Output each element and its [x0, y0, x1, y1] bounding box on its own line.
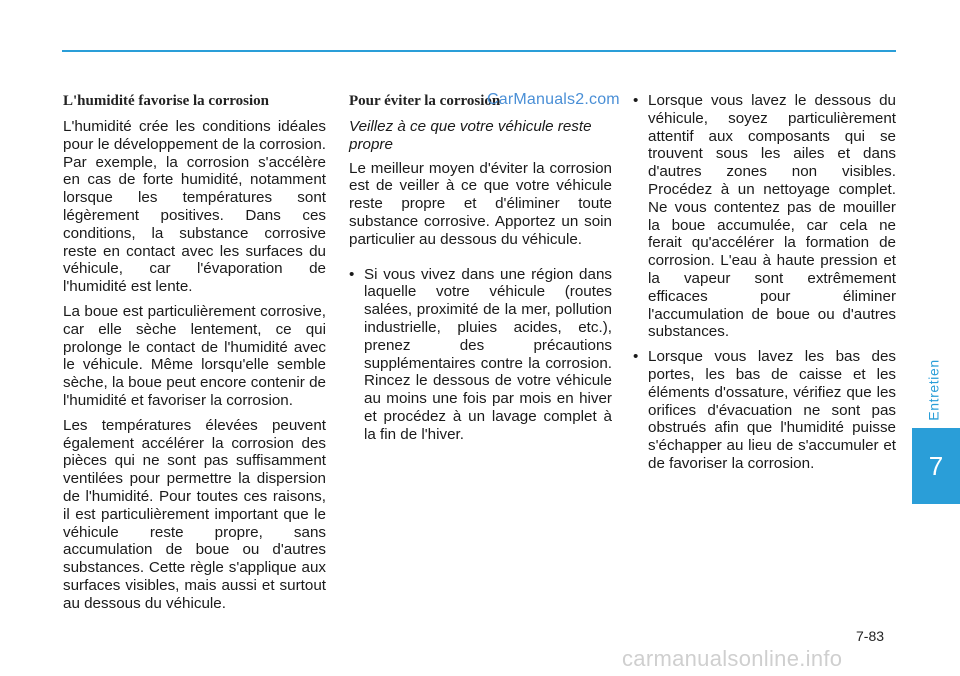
list-item: [633, 92, 896, 341]
paragraph: Les températures élevées peuvent également accélérer la corrosion des pièces qui ne sont pas suffisamment ventilées pour permettre la dispersion de l'humidité. Pour toutes ces raisons, il est particulièrement important que le véhicule reste propre, sans accumulation de boue ou d'autres substances. Cette règle s'applique aux surfaces visibles, mais aussi et surtout au dessous du véhicule.: [63, 416, 326, 612]
paragraph: La boue est particulièrement corrosive, car elle sèche lentement, ce qui prolonge le contact de l'humidité avec le véhicule. Même lorsqu'elle semble sèche, la boue peut encore contenir de l'humidité et favoriser la corrosion.: [63, 302, 326, 409]
column-1: [63, 92, 326, 620]
chapter-number-box: [912, 428, 960, 504]
watermark-carmanualsonline: carmanualsonline.info: [622, 646, 843, 671]
bullet-list: [633, 92, 896, 473]
column-2: [349, 92, 612, 451]
paragraph: L'humidité crée les conditions idéales pour le développement de la corrosion. Par exemple, la corrosion s'accélère en cas de forte humidité, notamment lorsque les températures sont légèrement positives. Dans ces conditions, la substance corrosive reste en contact avec les surfaces du véhicule, car l'évaporation de l'humidité est lente.: [63, 118, 326, 296]
section-heading-prevent-corrosion: Pour éviter la corrosion: [349, 93, 501, 109]
list-item-text: Lorsque vous lavez les bas des portes, les bas de caisse et les éléments d'ossature, vérifiez que les orifices d'évacuation ne sont pas obstrués afin que l'humidité puisse s'échapper au lieu de s'accumuler et de favoriser la corrosion.: [648, 348, 896, 472]
chapter-tab-label: [914, 340, 954, 440]
chapter-tab-text: Entretien: [926, 359, 942, 421]
list-item-text: Lorsque vous lavez le dessous du véhicule, soyez particulièrement attentif aux composants qui se trouvent sous les ailes et dans d'autres zones non visibles. Procédez à un nettoyage complet. Ne vous contentez pas de mouiller la boue accumulée, car cela ne ferait qu'accélérer la formation de corrosion. L'eau à haute pression et la vapeur sont extrêmement efficaces pour éliminer l'accumulation de boue ou d'autres substances.: [648, 92, 896, 341]
column-3: [633, 92, 896, 480]
list-item-text: Si vous vivez dans une région dans laquelle votre véhicule (routes salées, proximité de la mer, pollution industrielle, pluies acides, etc.), prenez des précautions supplémentaires contre la corrosion. Rincez le dessous de votre véhicule au moins une fois par mois en hiver et procédez à un lavage complet à la fin de l'hiver.: [364, 265, 612, 443]
chapter-number: 7: [928, 450, 944, 481]
header-rule: [62, 50, 896, 52]
list-item: [349, 266, 612, 444]
bullet-list: [349, 266, 612, 444]
paragraph: Le meilleur moyen d'éviter la corrosion est de veiller à ce que votre véhicule reste propre et d'éliminer toute substance corrosive. Apportez un soin particulier au dessous du véhicule.: [349, 159, 612, 248]
bullet-icon: •: [633, 92, 639, 109]
page-number: 7-83: [856, 628, 885, 644]
section-heading-humidity: L'humidité favorise la corrosion: [63, 93, 269, 109]
watermark-carmanuals2: CarManuals2.com: [487, 91, 620, 108]
bullet-icon: •: [633, 348, 639, 366]
list-item: [633, 348, 896, 473]
bullet-icon: •: [349, 265, 355, 283]
italic-subheading: Veillez à ce que votre véhicule reste propre: [349, 118, 592, 153]
